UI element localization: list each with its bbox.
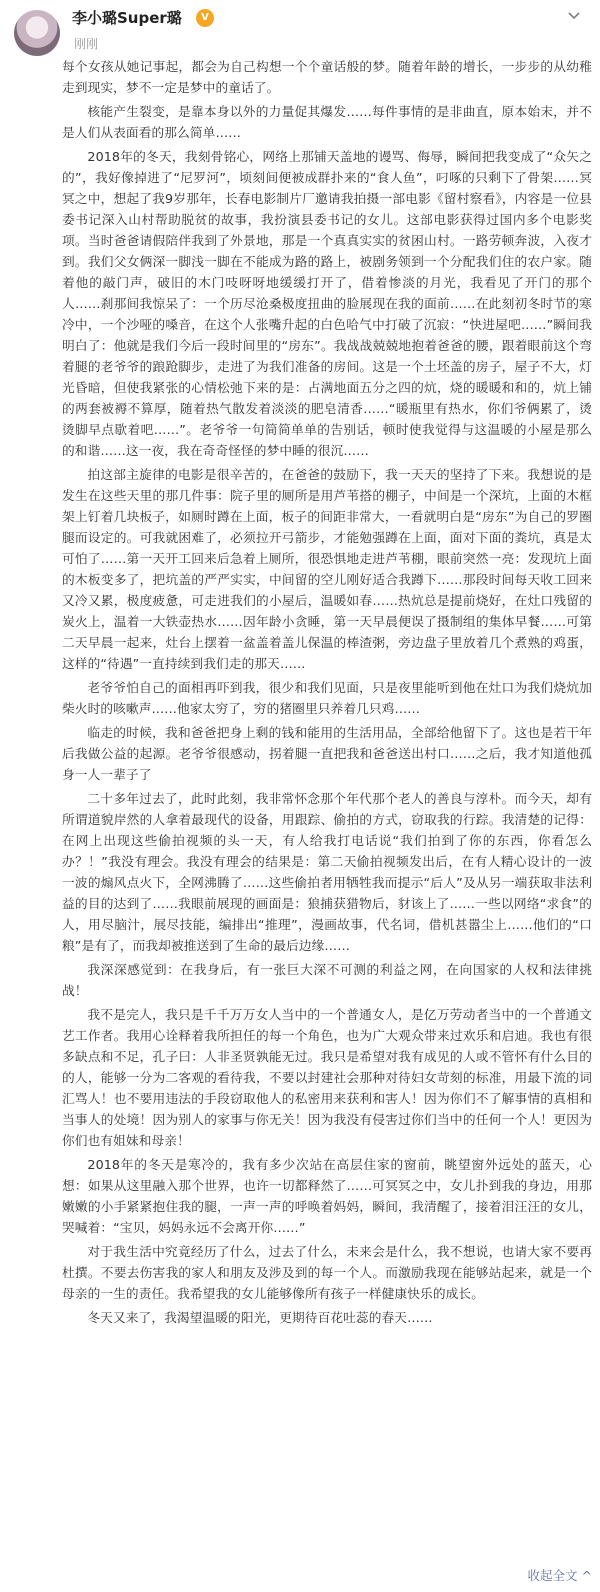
paragraph: 2018年的冬天，我刻骨铭心，网络上那铺天盖地的谩骂、侮辱，瞬间把我变成了“众矢之的”，我好像掉进了“尼罗河”，顷刻间便被成群扑来的“食人鱼”，叼啄的只剩下了骨架……冥冥之中，想起了我9岁那年，长春电影制片厂邀请我拍摄一部电影《留村察看》，内容是一位县委书记深入山村帮助脱贫的故事，我扮演县委书记的女儿。这部电影获得过国内多个电影奖项。当时爸爸请假陪伴我到了外景地，那是一个真真实实的贫困山村。一路劳顿奔波，入夜才到。我们父女俩深一脚浅一脚在不能成为路的路上，被剧务领到一个分配我们住的农户家。随着他的敲门声，破旧的木门吱呀呀地缓缓打开了，借着惨淡的月光，我看见了开门的那个人……刹那间我惊呆了：一个历尽沧桑极度扭曲的脸展现在我的面前……在此刻初冬时节的寒冷中，一个沙哑的嗓音，在这个人张嘴升起的白色哈气中打破了沉寂：“快进屋吧……”瞬间我明白了：他就是我们今后一段时间里的“房东”。我战战兢兢地抱着爸爸的腰，跟着眼前这个弯着腿的老爷爷的踉跄脚步，走进了为我们准备的房间。这是一个土坯盖的房子，屋子不大，灯光昏暗，但使我紧张的心情松弛下来的是：占满地面五分之四的炕，烧的暖暖和和的，炕上铺的两套被褥不算厚，随着热气散发着淡淡的肥皂清香……“暖瓶里有热水，你们爷俩累了，烫烫脚早点歇着吧……”。老爷爷一句简简单单的告别话，顿时使我觉得与这温暖的小屋是那么的和谐……这一夜，我在奇奇怪怪的梦中睡的很沉…… — [62, 149, 592, 458]
paragraph: 临走的时候，我和爸爸把身上剩的钱和能用的生活用品，全部给他留下了。这也是若干年后我做公益的起源。老爷爷很感动，拐着腿一直把我和爸爸送出村口……之后，我才知道他孤身一人一辈子了 — [62, 725, 592, 782]
paragraph: 我深深感觉到：在我身后，有一张巨大深不可测的利益之网，在向国家的人权和法律挑战！ — [62, 962, 592, 998]
paragraph: 我不是完人，我只是千千万万女人当中的一个普通女人，是亿万劳动者当中的一个普通文艺工作者。我用心诠释着我所担任的每一个角色，也为广大观众带来过欢乐和启迪。我也有很多缺点和不足，孔子曰：人非圣贤孰能无过。我只是希望对我有成见的人或不管怀有什么目的的人，能够一分为二客观的看待我，不要以封建社会那种对待妇女苛刻的标准，用最下流的词汇骂人！也不要用违法的手段窃取他人的私密用来获利和害人！因为你们不了解事情的真相和当事人的处境！因为别人的家事与你无关！因为我没有侵害过你们当中的任何一个人！更因为你们也有姐妹和母亲！ — [62, 1007, 592, 1148]
vip-badge-icon: V — [196, 9, 214, 27]
paragraph: 2018年的冬天是寒冷的，我有多少次站在高层住家的窗前，眺望窗外远处的蓝天，心想：如果从这里融入那个世界，也许一切都释然了……可冥冥之中，女儿扑到我的身边，用那嫩嫩的小手紧紧抱住我的腿，一声一声的呼唤着妈妈，瞬间，我清醒了，接着泪汪汪的女儿，哭喊着：“宝贝，妈妈永远不会离开你……” — [62, 1157, 592, 1235]
post-body — [62, 56, 592, 1331]
paragraph: 二十多年过去了，此时此刻，我非常怀念那个年代那个老人的善良与淳朴。而今天，却有所谓道貌岸然的人拿着最现代的设备，用跟踪、偷拍的方式，窃取我的行踪。我清楚的记得：在网上出现这些偷拍视频的头一天，有人给我打电话说“我们拍到了你的东西，你看怎么办？！”我没有理会。我没有理会的结果是：第二天偷拍视频发出后，在有人精心设计的一波一波的煽风点火下，全网沸腾了……这些偷拍者用牺牲我而提示“后人”及从另一端获取非法利益的目的达到了……我眼前展现的画面是：狼捕获猎物后，豺该上了……一些以网络“求食”的人，用尽脑汁，展尽技能，编排出“推理”，漫画故事，代名词，借机甚嚣尘上……他们的“口粮”是有了，而我却被推送到了生命的最后边缘…… — [62, 791, 592, 953]
paragraph: 拍这部主旋律的电影是很辛苦的，在爸爸的鼓励下，我一天天的坚持了下来。我想说的是发生在这些天里的那几件事：院子里的厕所是用芦苇搭的棚子，中间是一个深坑，上面的木框架上钉着几块板子，如厕时蹲在上面，板子的间距非常大，一看就明白是“房东”为自己的罗圈腿而设定的。可我就困难了，必须拉开弓箭步，才能勉强蹲在上面，面对下面的粪坑，真是太可怕了……第一天开工回来后急着上厕所，很恐惧地走进芦苇棚，眼前突然一亮：发现坑上面的木板变多了，把坑盖的严严实实，中间留的空儿刚好适合我蹲下……那段时间每天收工回来又冷又累，极度疲惫，可走进我们的小屋后，温暖如春……热炕总是提前烧好，在灶口残留的炭火上，温着一大铁壶热水……因年龄小贪睡，第一天早晨便误了摄制组的集体早餐……可第二天早晨一起来，灶台上摆着一盆盖着盖儿保温的棒渣粥，旁边盘子里放着几个煮熟的鸡蛋，这样的“待遇”一直持续到我们走的那天…… — [62, 467, 592, 671]
paragraph: 老爷爷怕自己的面相再吓到我，很少和我们见面，只是夜里能听到他在灶口为我们烧炕加柴火时的咳嗽声……他家太穷了，穷的猪圈里只养着几只鸡…… — [62, 680, 592, 716]
paragraph: 冬天又来了，我渴望温暖的阳光，更期待百花吐蕊的春天…… — [87, 1310, 433, 1325]
chevron-down-icon[interactable] — [566, 8, 582, 24]
paragraph: 核能产生裂变，是靠本身以外的力量促其爆发……每件事情的是非曲直，原本始末，并不是人们从表面看的那么简单…… — [62, 104, 592, 140]
avatar[interactable] — [14, 10, 60, 56]
paragraph: 每个女孩从她记事起，都会为自己构想一个个童话般的梦。随着年龄的增长，一步步的从幼稚走到现实，梦不一定是梦中的童话了。 — [62, 59, 592, 95]
post-header — [0, 0, 600, 64]
post-time: 刚刚 — [74, 37, 99, 51]
collapse-text-link[interactable]: 收起全文 ^ — [522, 1566, 592, 1586]
paragraph: 对于我生活中究竟经历了什么，过去了什么，未来会是什么，我不想说，也请大家不要再杜撰。不要去伤害我的家人和朋友及涉及到的每一个人。而激励我现在能够站起来，就是一个母亲的一生的责任。我希望我的女儿能够像所有孩子一样健康快乐的成长。 — [62, 1244, 592, 1301]
author-name[interactable]: 李小璐Super璐 — [72, 9, 182, 27]
